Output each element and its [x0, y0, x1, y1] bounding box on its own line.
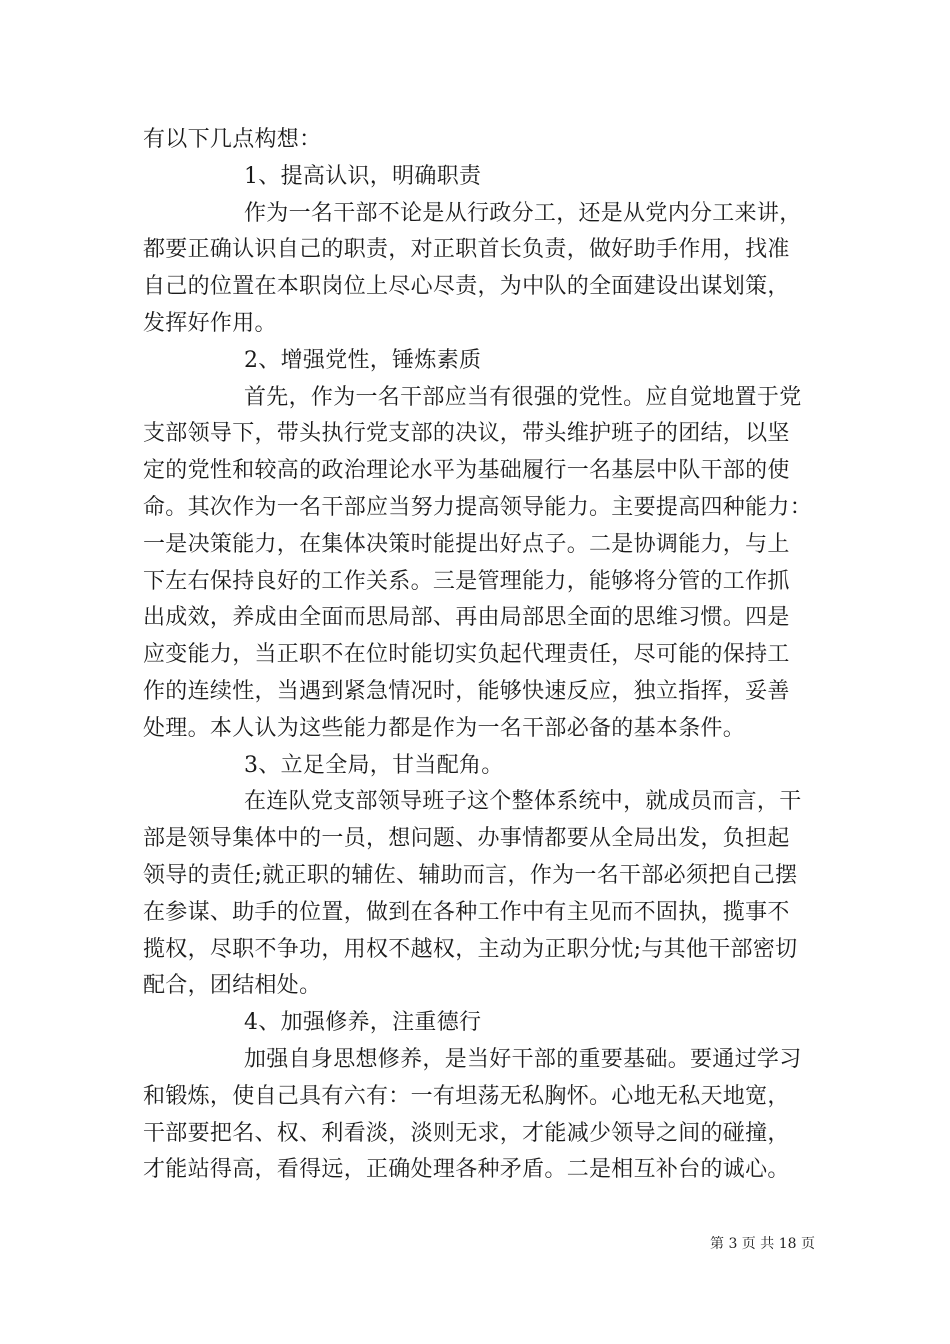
text-line: 一是决策能力，在集体决策时能提出好点子。二是协调能力，与上 — [143, 531, 790, 557]
text-line: 命。其次作为一名干部应当努力提高领导能力。主要提高四种能力： — [143, 494, 813, 520]
document-body — [143, 122, 813, 1189]
text-line: 有以下几点构想： — [143, 127, 322, 152]
text-line: 和锻炼，使自己具有六有：一有坦荡无私胸怀。心地无私天地宽， — [143, 1083, 790, 1109]
section-heading: 1、提高认识，明确职责 — [244, 163, 482, 189]
text-line: 支部领导下，带头执行党支部的决议，带头维护班子的团结，以坚 — [143, 421, 790, 447]
text-line: 配合，团结相处。 — [143, 973, 322, 999]
text-line: 才能站得高，看得远，正确处理各种矛盾。二是相互补台的诚心。 — [143, 1157, 790, 1183]
text-line: 都要正确认识自己的职责，对正职首长负责，做好助手作用，找准 — [143, 237, 790, 263]
section-heading: 2、增强党性，锤炼素质 — [244, 347, 482, 373]
paragraph-first-line: 在连队党支部领导班子这个整体系统中，就成员而言，干 — [244, 789, 802, 815]
text-line: 处理。本人认为这些能力都是作为一名干部必备的基本条件。 — [143, 715, 746, 741]
text-line: 自己的位置在本职岗位上尽心尽责，为中队的全面建设出谋划策， — [143, 274, 790, 300]
text-line: 发挥好作用。 — [143, 310, 277, 336]
text-line: 干部要把名、权、利看淡，淡则无求，才能减少领导之间的碰撞， — [143, 1120, 790, 1146]
text-line: 出成效，养成由全面而思局部、再由局部思全面的思维习惯。四是 — [143, 605, 790, 631]
text-line: 在参谋、助手的位置，做到在各种工作中有主见而不固执，揽事不 — [143, 899, 790, 925]
text-line: 部是领导集体中的一员，想问题、办事情都要从全局出发，负担起 — [143, 826, 790, 852]
paragraph-first-line: 首先，作为一名干部应当有很强的党性。应自觉地置于党 — [244, 384, 802, 410]
text-line: 作的连续性，当遇到紧急情况时，能够快速反应，独立指挥，妥善 — [143, 678, 790, 704]
section-heading: 4、加强修养，注重德行 — [244, 1010, 482, 1036]
text-line: 下左右保持良好的工作关系。三是管理能力，能够将分管的工作抓 — [143, 568, 790, 594]
text-line: 定的党性和较高的政治理论水平为基础履行一名基层中队干部的使 — [143, 458, 790, 484]
text-line: 揽权，尽职不争功，用权不越权，主动为正职分忧;与其他干部密切 — [143, 936, 798, 962]
page-number-footer: 第 3 页 共 18 页 — [710, 1236, 815, 1252]
text-line: 领导的责任;就正职的辅佐、辅助而言，作为一名干部必须把自己摆 — [143, 862, 798, 888]
paragraph-first-line: 作为一名干部不论是从行政分工，还是从党内分工来讲， — [244, 200, 802, 226]
paragraph-first-line: 加强自身思想修养，是当好干部的重要基础。要通过学习 — [244, 1046, 802, 1072]
text-line: 应变能力，当正职不在位时能切实负起代理责任，尽可能的保持工 — [143, 642, 790, 668]
section-heading: 3、立足全局，甘当配角。 — [244, 752, 504, 778]
